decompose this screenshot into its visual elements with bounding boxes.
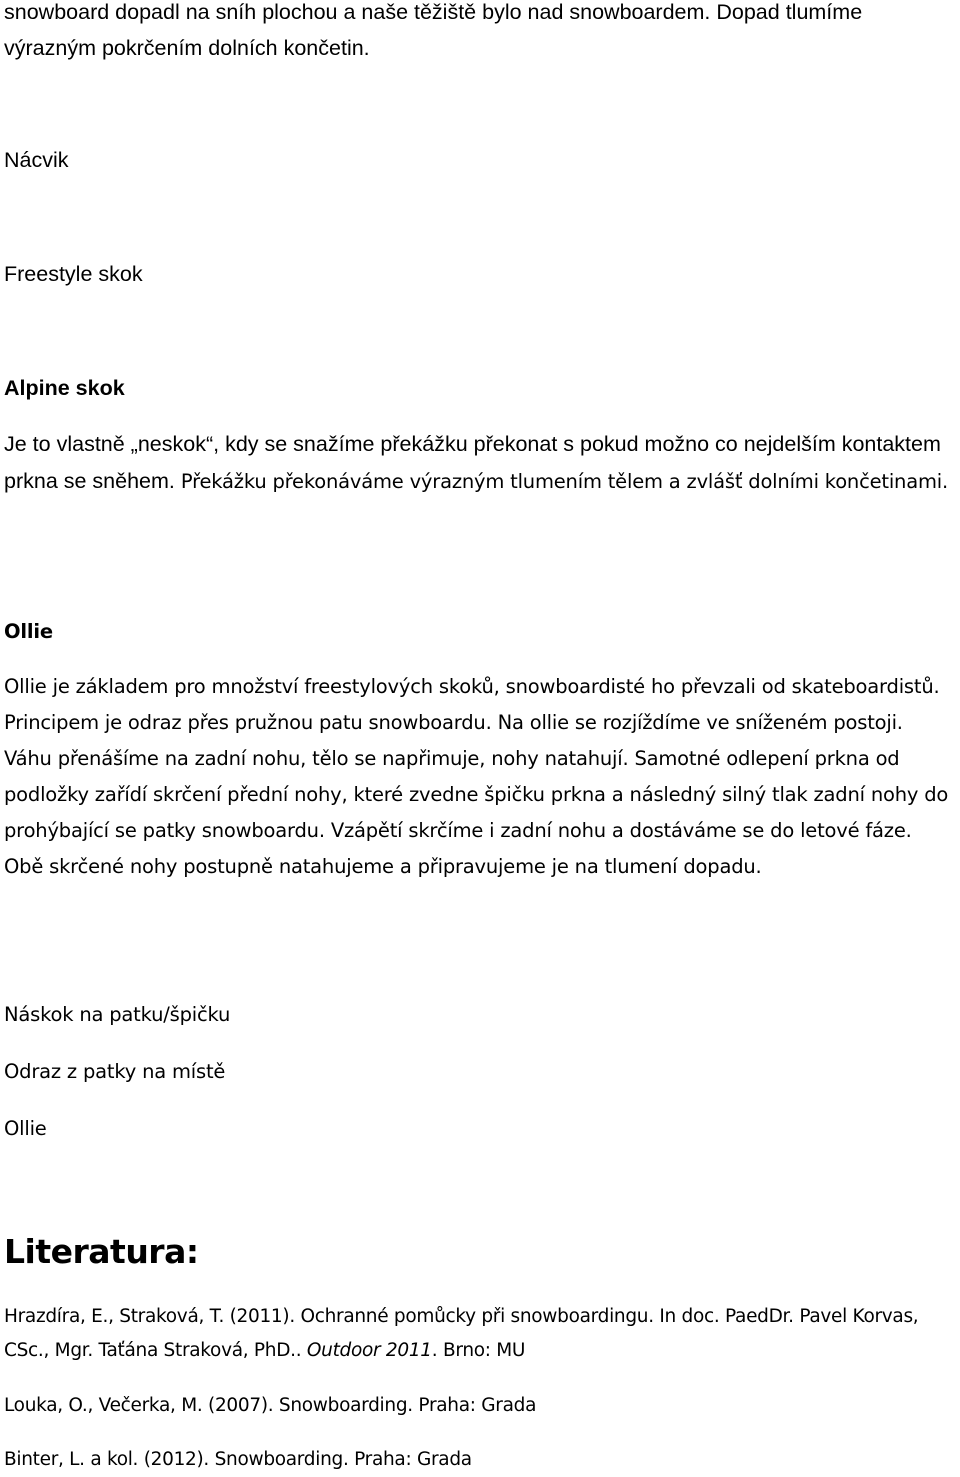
alpine-text-part2: Překážku překonáváme výrazným tlumením tělem a zvlášť dolními končetinami. <box>174 470 948 493</box>
list-item-naskok: Náskok na patku/špičku <box>4 1003 231 1026</box>
heading-freestyle-skok: Freestyle skok <box>4 262 143 286</box>
reference-hrazdira <box>4 1300 959 1368</box>
alpine-paragraph <box>4 426 956 500</box>
list-item-odraz: Odraz z patky na místě <box>4 1060 226 1083</box>
reference-binter: Binter, L. a kol. (2012). Snowboarding. Praha: Grada <box>4 1449 472 1470</box>
reference-hrazdira-title: Outdoor 2011 <box>306 1340 432 1361</box>
reference-hrazdira-end: . Brno: MU <box>431 1340 526 1361</box>
heading-nacvik: Nácvik <box>4 148 69 172</box>
intro-paragraph: snowboard dopadl na sníh plochou a naše těžiště bylo nad snowboardem. Dopad tlumíme výrazným pokrčením dolních končetin. <box>4 0 863 60</box>
reference-hrazdira-main: Hrazdíra, E., Straková, T. (2011). Ochranné pomůcky při snowboardingu. In doc. PaedDr. Pavel Korvas, CSc., Mgr. Taťána Straková, PhD.. <box>4 1306 919 1361</box>
literature-heading: Literatura: <box>4 1232 199 1271</box>
ollie-paragraph: Ollie je základem pro množství freestylových skoků, snowboardisté ho převzali od skateboardistů. Principem je odraz přes pružnou patu snowboardu. Na ollie se rozjíždíme ve sníženém postoji. Váhu přenášíme na zadní nohu, tělo se napřimuje, nohy natahují. Samotné odlepení prkna od podložky zařídí skrčení přední nohy, které zvedne špičku prkna a následný silný tlak zadní nohy do prohýbající se patky snowboardu. Vzápětí skrčíme i zadní nohu a dostáváme se do letové fáze. Obě skrčené nohy postupně natahujeme a připravujeme je na tlumení dopadu. <box>4 675 949 878</box>
heading-alpine-skok: Alpine skok <box>4 376 125 400</box>
list-item-ollie: Ollie <box>4 1117 47 1140</box>
heading-ollie: Ollie <box>4 620 53 643</box>
reference-louka: Louka, O., Večerka, M. (2007). Snowboarding. Praha: Grada <box>4 1395 537 1416</box>
alpine-text-part1: Je to vlastně „neskok“, kdy se snažíme překážku překonat s pokud možno co nejdelším kontaktem prkna se sněhem. <box>4 432 941 493</box>
